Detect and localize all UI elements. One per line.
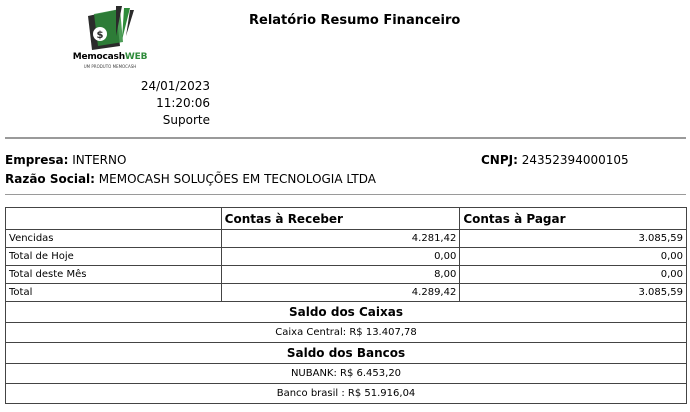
logo-wordmark: MemocashWEB (72, 52, 148, 62)
bank-row (6, 364, 687, 384)
receber-value: 4.289,42 (221, 284, 460, 302)
company-info (5, 151, 376, 189)
svg-text:$: $ (96, 30, 104, 41)
row-label: Total (6, 284, 222, 302)
receber-value: 8,00 (221, 266, 460, 284)
report-date: 24/01/2023 (140, 79, 210, 93)
table-row (6, 284, 687, 302)
table-header-row (6, 208, 687, 230)
table-row (6, 266, 687, 284)
empresa-line: Empresa: INTERNO (5, 153, 127, 167)
pagar-value: 3.085,59 (460, 230, 687, 248)
bancos-title-row (6, 343, 687, 364)
memocash-logo (70, 6, 150, 72)
header-contas-receber: Contas à Receber (221, 208, 460, 230)
pagar-value: 0,00 (460, 266, 687, 284)
header-blank (6, 208, 222, 230)
cnpj-line: CNPJ: 24352394000105 (481, 153, 629, 167)
pagar-value: 3.085,59 (460, 284, 687, 302)
razao-social-line: Razão Social: MEMOCASH SOLUÇÕES EM TECNOLOGIA LTDA (5, 172, 376, 186)
financial-summary-table (5, 207, 687, 404)
row-label: Vencidas (6, 230, 222, 248)
saldo-bancos-title: Saldo dos Bancos (6, 343, 687, 364)
header-contas-pagar: Contas à Pagar (460, 208, 687, 230)
logo-tagline: UM PRODUTO MEMOCASH (83, 64, 137, 69)
report-title: Relatório Resumo Financeiro (249, 13, 461, 28)
report-user: Suporte (162, 113, 210, 127)
receber-value: 4.281,42 (221, 230, 460, 248)
saldo-caixas-title: Saldo dos Caixas (6, 302, 687, 323)
caixa-central-balance: Caixa Central: R$ 13.407,78 (6, 323, 687, 343)
banco-brasil-balance: Banco brasil : R$ 51.916,04 (6, 384, 687, 404)
caixa-row (6, 323, 687, 343)
nubank-balance: NUBANK: R$ 6.453,20 (6, 364, 687, 384)
report-meta (100, 78, 210, 129)
divider-middle (5, 194, 686, 195)
report-time: 11:20:06 (156, 96, 210, 110)
row-label: Total de Hoje (6, 248, 222, 266)
divider-top (5, 137, 686, 139)
money-bills-icon (86, 6, 134, 52)
bank-row (6, 384, 687, 404)
caixas-title-row (6, 302, 687, 323)
table-row (6, 248, 687, 266)
row-label: Total deste Mês (6, 266, 222, 284)
receber-value: 0,00 (221, 248, 460, 266)
pagar-value: 0,00 (460, 248, 687, 266)
table-row (6, 230, 687, 248)
